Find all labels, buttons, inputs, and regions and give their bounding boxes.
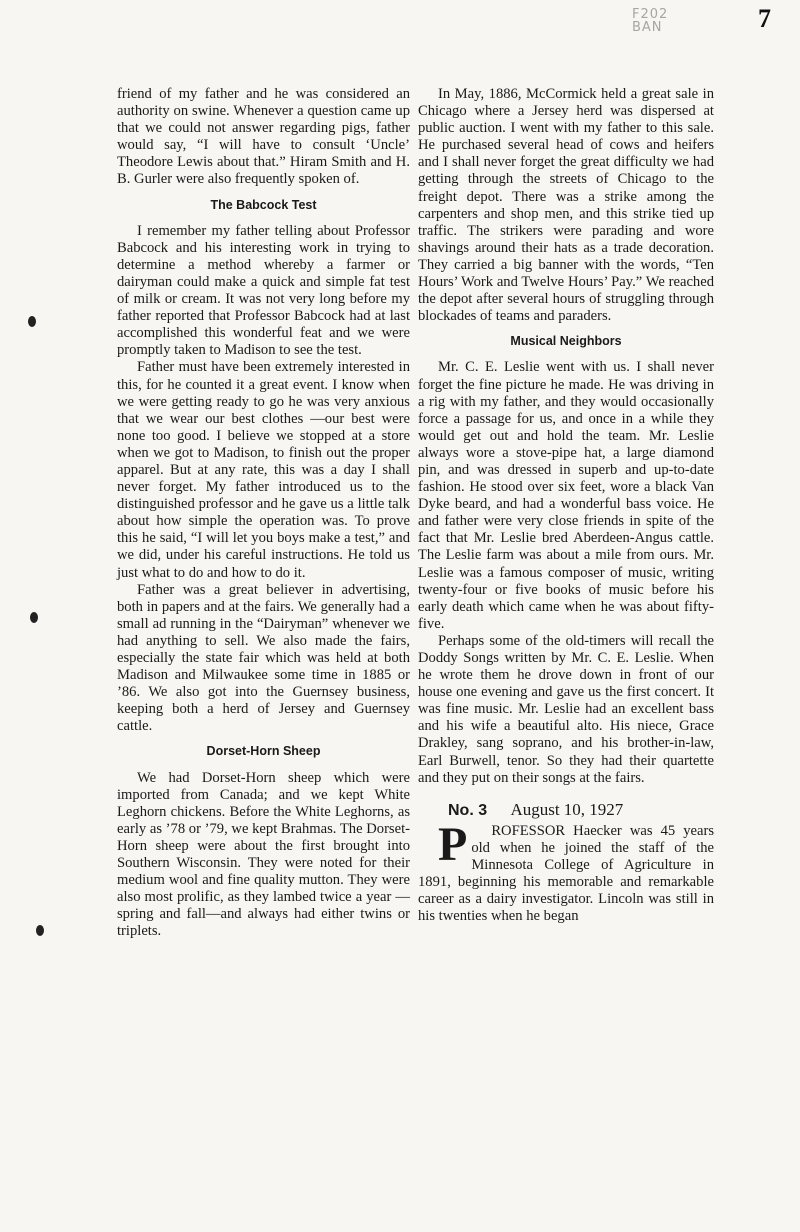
paragraph: Perhaps some of the old-timers will recall the Doddy Songs written by Mr. C. E. Leslie. When he wrote them he drove down in front of our house one evening and gave us the first concert. It was fine music. Mr. Leslie had an excellent bass and his wife a beautiful alto. His niece, Grace Drakley, sang soprano, and his brother-in-law, Earl Burwell, tenor. So they had their quartette and they put on their songs at the fairs. — [418, 632, 714, 786]
issue-date: August 10, 1927 — [510, 799, 624, 819]
section-heading-dorset-horn-sheep: Dorset-Horn Sheep — [206, 744, 321, 759]
binding-hole-top — [28, 316, 36, 327]
story-opening — [418, 817, 714, 926]
story-opening-text: ROFESSOR Haecker was 45 years old when he joined the staff of the Minnesota College of Agriculture in 1891, beginning his memorable and remarkable career as a dairy investigator. Lincoln was still in his twenties when he began — [418, 822, 714, 925]
paragraph: In May, 1886, McCormick held a great sale in Chicago where a Jersey herd was dispersed at public auction. I went with my father to this sale. He purchased several head of cows and heifers and I shall never forget the great difficulty we had getting through the streets of Chicago to the freight depot. There was a strike among the carpenters and shop men, and this strike tied up traffic. The strikers were parading and wore shavings around their hats as a trade decoration. They carried a big banner with the words, “Ten Hours’ Work and Twelve Hours’ Pay.” We reached the depot after several hours of struggling through blockades of teams and paraders. — [418, 86, 714, 325]
paragraph: Mr. C. E. Leslie went with us. I shall never forget the fine picture he made. He was driving in a rig with my father, and they would occasionally force a passage for us, and once in a while they would get out and hold the team. Mr. Leslie always wore a stove-pipe hat, a large diamond pin, and was dressed in superb and up-to-date fashion. He stood over six feet, wore a black Van Dyke beard, and had a wonderful bass voice. He and father were very close friends in spite of the fact that Mr. Leslie bred Aberdeen-Angus cattle. The Leslie farm was about a mile from ours. Mr. Leslie was a famous composer of music, writing twenty-four or five books of music before his early death which came when he was about fifty-five. — [418, 359, 714, 632]
right-column — [418, 86, 714, 925]
section-heading-babcock-test: The Babcock Test — [210, 197, 317, 212]
paragraph: I remember my father telling about Professor Babcock and his interesting work in trying to determine a method whereby a farmer or dairyman could make a quick and simple fat test of milk or cream. It was not very long before my father reported that Professor Babcock had at last accomplished this wonderful feat and we were promptly taken to Madison to see the test. — [117, 222, 410, 359]
paragraph: We had Dorset-Horn sheep which were imported from Canada; and we kept White Leghorn chickens. Before the White Leghorns, as early as ’78 or ’79, we kept Brahmas. The Dorset-Horn sheep were about the first brought into Southern Wisconsin. They were noted for their medium wool and fine quality mutton. They were also most prolific, as they lambed twice a year —spring and fall—and always had either twins or triplets. — [117, 769, 410, 940]
paragraph: Father must have been extremely interested in this, for he counted it a great event. I know when we were getting ready to go he was very anxious that we wear our best clothes —our best were none too good. I believe we stopped at a store when we got to Madison, to finish out the proper apparel. But at any rate, this was a day I shall never forget. My father introduced us to the distinguished professor and he gave us a little talk about how simple the operation was. To prove this he said, “I will let you boys make a test,” and we did, under his careful instructions. He told us just what to do and how to do it. — [117, 359, 410, 581]
binding-hole-middle — [30, 612, 38, 623]
paragraph: friend of my father and he was considered an authority on swine. Whenever a question came up that we could not answer regarding pigs, father would say, “I will have to consult ‘Uncle’ Theodore Lewis about that.” Hiram Smith and H. B. Gurler were also frequently spoken of. — [117, 86, 410, 188]
drop-cap: P — [438, 817, 468, 871]
binding-hole-bottom — [36, 925, 44, 936]
archive-stamp: F202 BAN — [632, 7, 669, 35]
page-number: 7 — [758, 4, 771, 33]
issue-header — [448, 801, 714, 819]
section-heading-musical-neighbors: Musical Neighbors — [510, 334, 622, 349]
paragraph: Father was a great believer in advertising, both in papers and at the fairs. We generally had a small ad running in the “Dairyman” whenever we had anything to sell. We also made the fairs, especially the state fair which was held at both Madison and Milwaukee some time in 1885 or ’86. We also got into the Guernsey business, keeping both a herd of Jersey and Guernsey cattle. — [117, 581, 410, 735]
issue-number: No. 3 — [448, 801, 488, 819]
left-column — [117, 86, 410, 941]
